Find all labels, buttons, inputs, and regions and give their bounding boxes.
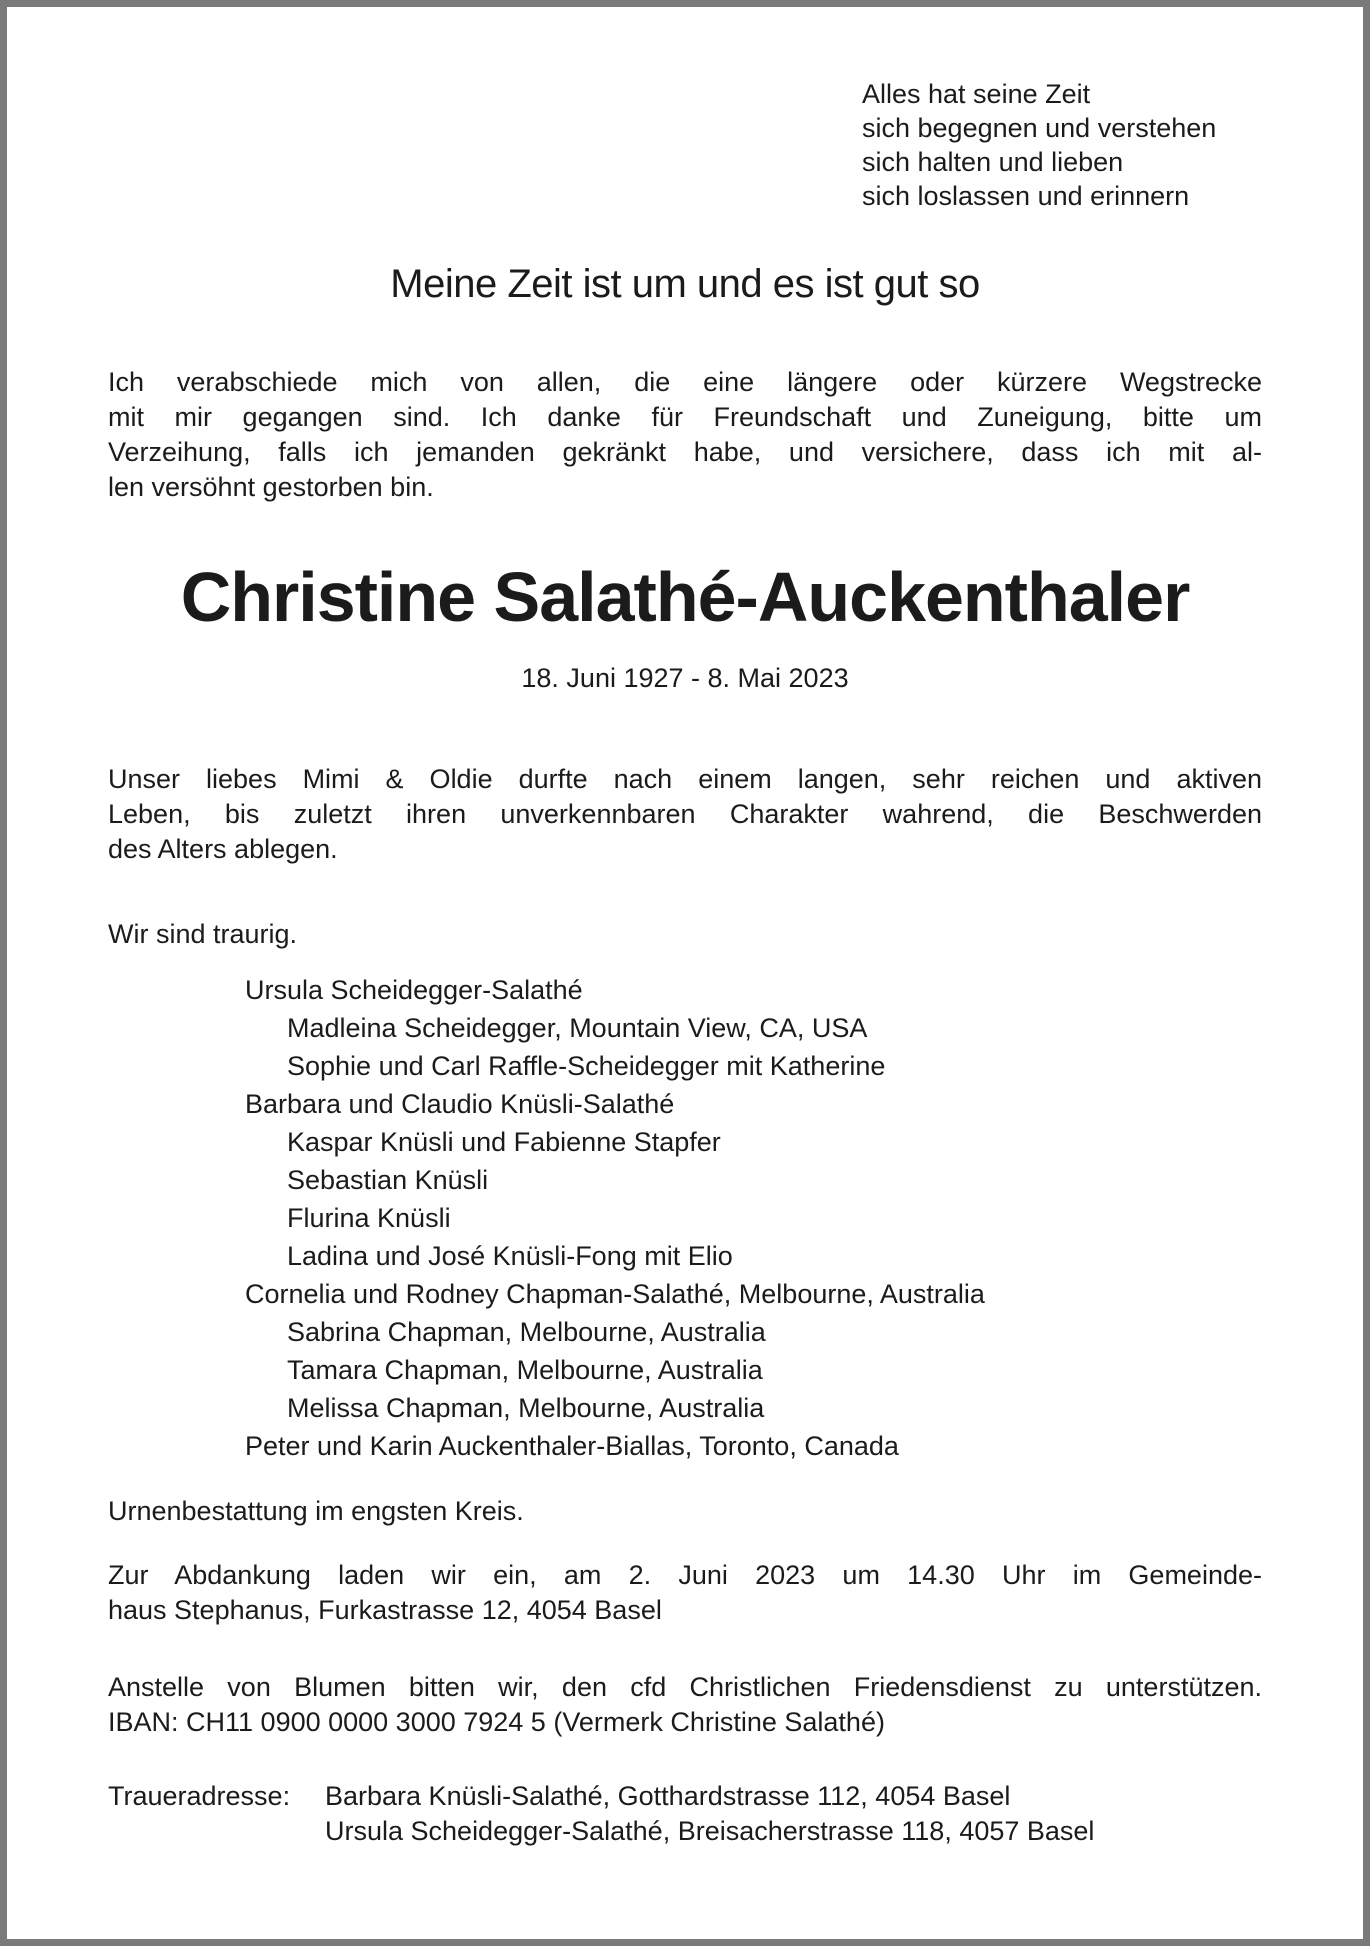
donation-line: Anstelle von Blumen bitten wir, den cfd Christlichen Friedensdienst zu unterstützen. — [108, 1672, 1262, 1702]
farewell-line: Verzeihung, falls ich jemanden gekränkt habe, und versichere, dass ich mit al- — [108, 437, 1262, 467]
mourning-address-line: Ursula Scheidegger-Salathé, Breisacherstrasse 118, 4057 Basel — [325, 1816, 1095, 1846]
donation-line: IBAN: CH11 0900 0000 3000 7924 5 (Vermerk Christine Salathé) — [108, 1707, 885, 1737]
life-line: Unser liebes Mimi & Oldie durfte nach einem langen, sehr reichen und aktiven — [108, 764, 1262, 794]
service-line: Zur Abdankung laden wir ein, am 2. Juni 2023 um 14.30 Uhr im Gemeinde- — [108, 1560, 1262, 1590]
epigraph-line: sich halten und lieben — [862, 147, 1124, 177]
donation-paragraph — [108, 1670, 1262, 1740]
mourning-address-label: Traueradresse: — [108, 1781, 291, 1811]
life-paragraph — [108, 762, 1262, 867]
epigraph-line: Alles hat seine Zeit — [862, 79, 1091, 109]
epigraph-poem — [862, 77, 1262, 213]
family-member: Melissa Chapman, Melbourne, Australia — [287, 1393, 765, 1423]
epigraph-line: sich begegnen und verstehen — [862, 113, 1217, 143]
deceased-name: Christine Salathé-Auckenthaler — [180, 558, 1190, 636]
farewell-line: mit mir gegangen sind. Ich danke für Freundschaft und Zuneigung, bitte um — [108, 402, 1262, 432]
family-member: Ursula Scheidegger-Salathé — [245, 975, 583, 1005]
life-line: des Alters ablegen. — [108, 834, 338, 864]
farewell-paragraph — [108, 365, 1262, 505]
mourning-address-lines — [325, 1779, 1262, 1849]
life-dates: 18. Juni 1927 - 8. Mai 2023 — [521, 663, 849, 693]
service-paragraph — [108, 1558, 1262, 1628]
family-member: Flurina Knüsli — [287, 1203, 451, 1233]
family-member: Peter und Karin Auckenthaler-Biallas, Toronto, Canada — [245, 1431, 899, 1461]
epigraph-line: sich loslassen und erinnern — [862, 181, 1190, 211]
family-member: Sabrina Chapman, Melbourne, Australia — [287, 1317, 766, 1347]
mourning-address-line: Barbara Knüsli-Salathé, Gotthardstrasse 112, 4054 Basel — [325, 1781, 1011, 1811]
life-line: Leben, bis zuletzt ihren unverkennbaren Charakter wahrend, die Beschwerden — [108, 799, 1262, 829]
family-list — [108, 971, 1262, 1465]
family-member: Tamara Chapman, Melbourne, Australia — [287, 1355, 763, 1385]
family-member: Madleina Scheidegger, Mountain View, CA, USA — [287, 1013, 868, 1043]
mourning-intro: Wir sind traurig. — [108, 919, 298, 949]
service-line: haus Stephanus, Furkastrasse 12, 4054 Basel — [108, 1595, 662, 1625]
family-member: Barbara und Claudio Knüsli-Salathé — [245, 1089, 675, 1119]
motto: Meine Zeit ist um und es ist gut so — [390, 262, 980, 306]
mourning-address — [108, 1779, 1262, 1849]
family-member: Cornelia und Rodney Chapman-Salathé, Melbourne, Australia — [245, 1279, 985, 1309]
family-member: Sophie und Carl Raffle-Scheidegger mit Katherine — [287, 1051, 886, 1081]
farewell-line: Ich verabschiede mich von allen, die eine längere oder kürzere Wegstrecke — [108, 367, 1262, 397]
urn-note: Urnenbestattung im engsten Kreis. — [108, 1496, 524, 1526]
farewell-line: len versöhnt gestorben bin. — [108, 472, 434, 502]
family-member: Kaspar Knüsli und Fabienne Stapfer — [287, 1127, 721, 1157]
family-member: Sebastian Knüsli — [287, 1165, 489, 1195]
family-member: Ladina und José Knüsli-Fong mit Elio — [287, 1241, 733, 1271]
